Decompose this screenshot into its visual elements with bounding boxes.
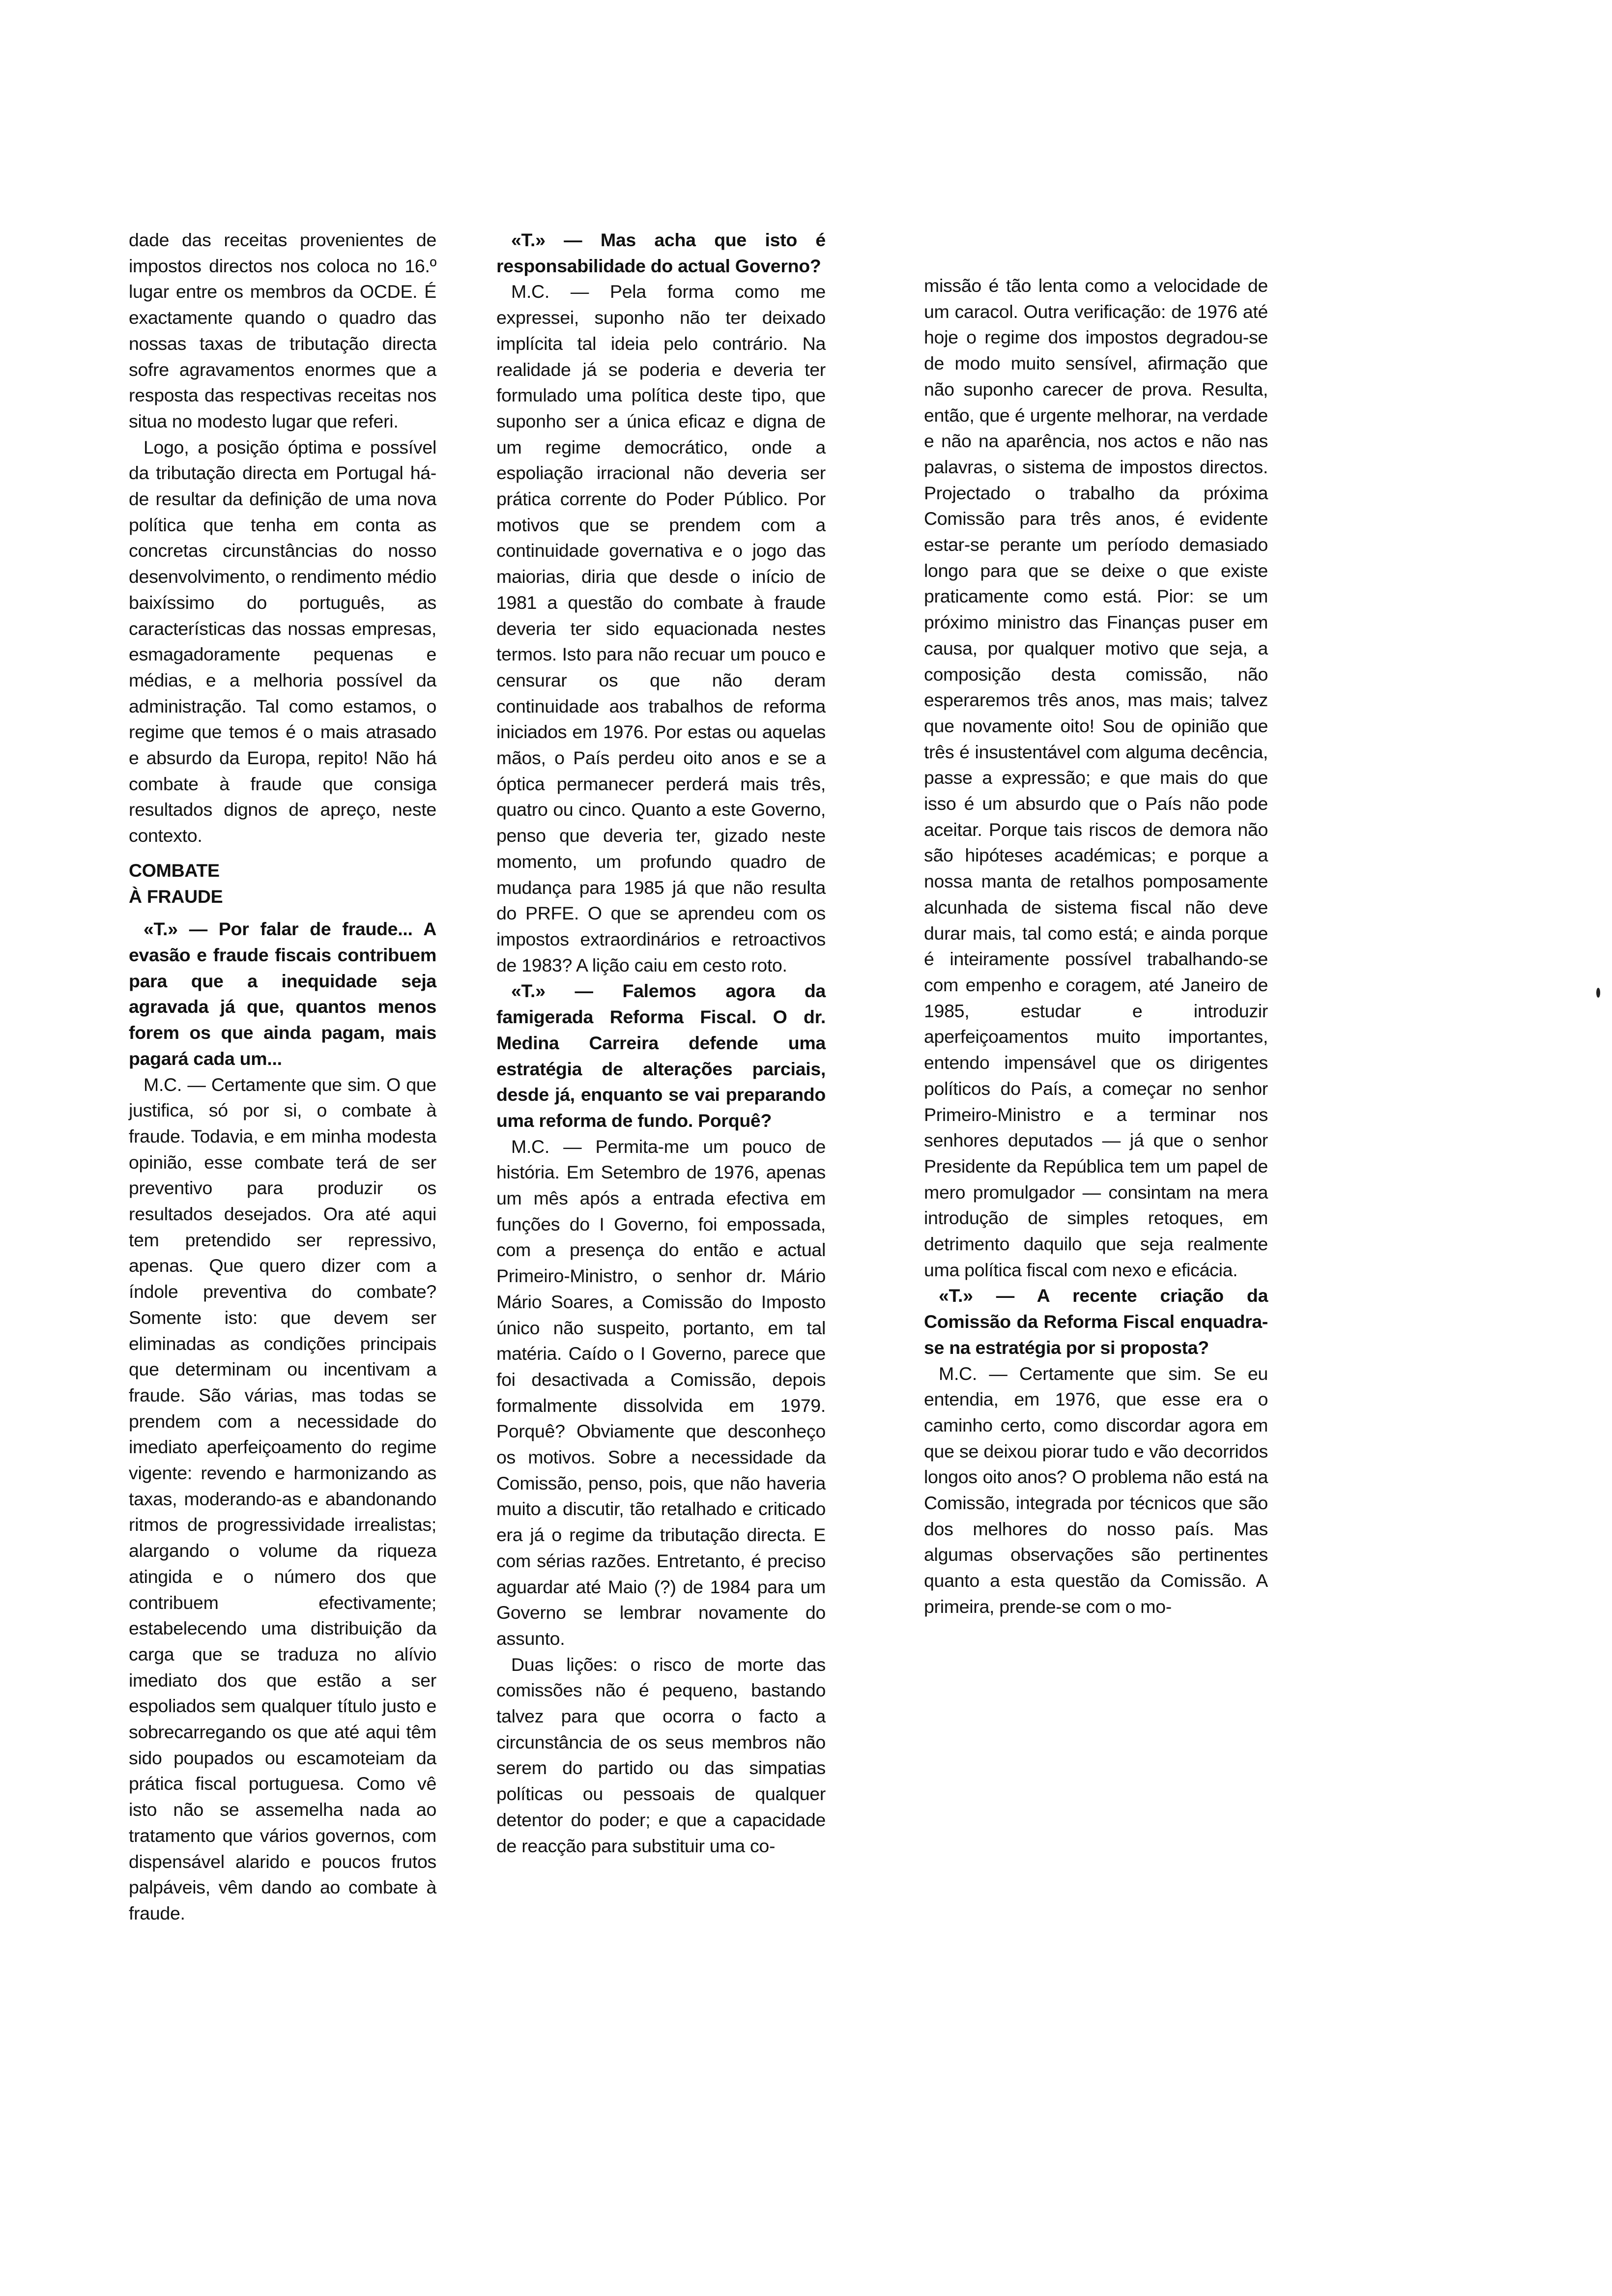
article-column-2 (496, 227, 826, 1859)
article-paragraph: Logo, a posição óptima e possível da tributação directa em Portugal há-de resultar da definição de uma nova política que tenha em conta as concretas circunstâncias do nosso desenvolvimento, o rendimento médio baixíssimo do português, as características das nossas empresas, esmagadoramente pequenas e médias, e a melhoria possível da administração. Tal como estamos, o regime que temos é o mais atrasado e absurdo da Europa, repito! Não há combate à fraude que consiga resultados dignos de apreço, neste contexto. (129, 436, 436, 846)
article-paragraph: M.C. — Certamente que sim. O que justifica, só por si, o combate à fraude. Todavia, e em minha modesta opinião, esse combate terá de ser preventivo para produzir os resultados desejados. Ora até aqui tem pretendido ser repressivo, apenas. Que quero dizer com a índole preventiva do combate? Somente isto: que devem ser eliminadas as condições principais que determinam ou incentivam a fraude. São várias, mas todas se prendem com a necessidade do imediato aperfeiçoamento do regime vigente: revendo e harmonizando as taxas, moderando-as e abandonando ritmos de progressividade irrealistas; alargando o volume da riqueza atingida e o número dos que contribuem efectivamente; estabelecendo uma distribuição da carga que se traduza no alívio imediato dos que estão a ser espoliados sem qualquer título justo e sobrecarregando os que até aqui têm sido poupados ou escamoteiam da prática fiscal portuguesa. Como vê isto não se assemelha nada ao tratamento que vários governos, com dispensável alarido e poucos frutos palpáveis, vêm dando ao combate à fraude. (129, 1074, 436, 1923)
article-paragraph: missão é tão lenta como a velocidade de um caracol. Outra verificação: de 1976 até hoje o regime dos impostos degradou-se de modo muito sensível, afirmação que não suponho carecer de prova. Resulta, então, que é urgente melhorar, na verdade e não na aparência, nos actos e não nas palavras, o sistema de impostos directos. Projectado o trabalho da próxima Comissão para três anos, é evidente estar-se perante um período demasiado longo para que se deixe o que existe praticamente como está. Pior: se um próximo ministro das Finanças puser em causa, por qualquer motivo que seja, a composição desta comissão, não esperaremos três anos, mas mais; talvez que novamente oito! Sou de opinião que três é insustentável com alguma decência, passe a expressão; e que mais do que isso é um absurdo que o País não pode aceitar. Porque tais riscos de demora não são hipóteses académicas; e porque a nossa manta de retalhos pomposamente alcunhada de sistema fiscal não deve durar mais, tal como está; e ainda porque é inteiramente possível trabalhando-se com empenho e coragem, até Janeiro de 1985, estudar e introduzir aperfeiçoamentos muito importantes, entendo impensável que os dirigentes políticos do País, a começar no senhor Primeiro-Ministro e a terminar nos senhores deputados — já que o senhor Presidente da República tem um papel de mero promulgador — consintam na mera introdução de simples retoques, em detrimento daquilo que seja realmente uma política fiscal com nexo e eficácia. (924, 275, 1268, 1280)
article-paragraph: M.C. — Certamente que sim. Se eu entendia, em 1976, que esse era o caminho certo, como discordar agora em que se deixou piorar tudo e vão decorridos longos oito anos? O problema não está na Comissão, integrada por técnicos que são dos melhores do nosso país. Mas algumas observações são pertinentes quanto a esta questão da Comissão. A primeira, prende-se com o mo- (924, 1363, 1268, 1617)
interview-question: «T.» — Falemos agora da famigerada Reforma Fiscal. O dr. Medina Carreira defende uma estratégia de alterações parciais, desde já, enquanto se vai preparando uma reforma de fundo. Porquê? (496, 980, 826, 1131)
article-paragraph: M.C. — Pela forma como me expressei, suponho não ter deixado implícita tal ideia pelo contrário. Na realidade já se poderia e deveria ter formulado uma política deste tipo, que suponho ser a única eficaz e digna de um regime democrático, onde a espoliação irracional não deveria ser prática corrente do Poder Público. Por motivos que se prendem com a continuidade governativa e o jogo das maiorias, diria que desde o início de 1981 a questão do combate à fraude deveria ter sido equacionada nestes termos. Isto para não recuar um pouco e censurar os que não deram continuidade aos trabalhos de reforma iniciados em 1976. Por estas ou aquelas mãos, o País perdeu oito anos e se a óptica permanecer perderá mais três, quatro ou cinco. Quanto a este Governo, penso que deveria ter, gizado neste momento, um profundo quadro de mudança para 1985 já que não resulta do PRFE. O que se aprendeu com os impostos extraordinários e retroactivos de 1983? A lição caiu em cesto roto. (496, 281, 826, 976)
article-column-3 (924, 273, 1268, 1620)
article-column-1 (129, 227, 436, 1926)
article-paragraph: dade das receitas provenientes de impostos directos nos coloca no 16.º lugar entre os membros da OCDE. É exactamente quando o quadro das nossas taxas de tributação directa sofre agravamentos enormes que a resposta das respectivas receitas nos situa no modesto lugar que referi. (129, 230, 436, 431)
article-paragraph: M.C. — Permita-me um pouco de história. Em Setembro de 1976, apenas um mês após a entrada efectiva em funções do I Governo, foi empossada, com a presença do então e actual Primeiro-Ministro, o senhor dr. Mário Mário Soares, a Comissão do Imposto único não suspeito, portanto, em tal matéria. Caído o I Governo, parece que foi desactivada a Comissão, depois formalmente dissolvida em 1979. Porquê? Obviamente que desconheço os motivos. Sobre a necessidade da Comissão, penso, pois, que não haveria muito a discutir, tão retalhado e criticado era já o regime da tributação directa. E com sérias razões. Entretanto, é preciso aguardar até Maio (?) de 1984 para um Governo se lembrar novamente do assunto. (496, 1136, 826, 1649)
article-paragraph: Duas lições: o risco de morte das comissões não é pequeno, bastando talvez para que ocorra o facto a circunstância de os seus membros não serem do partido ou das simpatias políticas ou pessoais de qualquer detentor do poder; e que a capacidade de reacção para substituir uma co- (496, 1654, 826, 1856)
interview-question: «T.» — Mas acha que isto é responsabilidade do actual Governo? (496, 230, 826, 276)
interview-question: «T.» — A recente criação da Comissão da Reforma Fiscal enquadra-se na estratégia por si proposta? (924, 1285, 1268, 1358)
interview-question: «T.» — Por falar de fraude... A evasão e fraude fiscais contribuem para que a inequidade seja agravada já que, quantos menos forem os que ainda pagam, mais pagará cada um... (129, 918, 436, 1069)
scan-speck (1596, 988, 1600, 998)
section-heading: COMBATE À FRAUDE (129, 860, 223, 907)
